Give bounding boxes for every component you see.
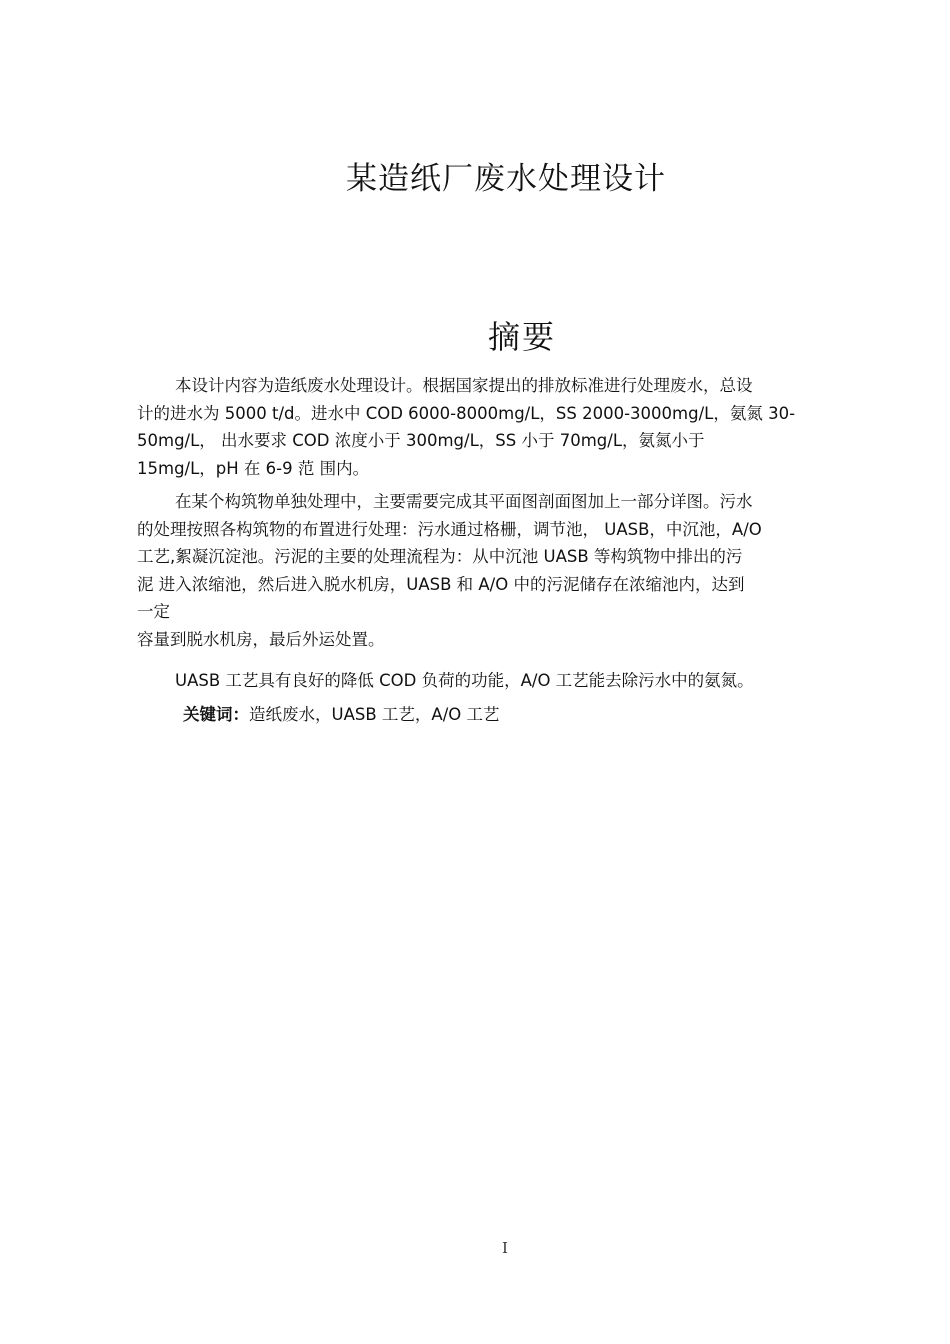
abstract-paragraph-2-line-6: 容量到脱水机房，最后外运处置。 [137, 629, 385, 649]
abstract-paragraph-1-line-4: 15mg/L，pH 在 6-9 范 围内。 [137, 458, 370, 478]
abstract-paragraph-2-line-5: 一定 [137, 602, 170, 621]
abstract-paragraph-1-line-1: 本设计内容为造纸废水处理设计。根据国家提出的排放标准进行处理废水，总设 [175, 376, 753, 395]
keywords-value: 造纸废水，UASB 工艺，A/O 工艺 [249, 704, 500, 724]
abstract-paragraph-2-line-1: 在某个构筑物单独处理中，主要需要完成其平面图剖面图加上一部分详图。污水 [175, 492, 753, 511]
page-number: I [502, 1239, 508, 1257]
abstract-paragraph-2-line-4: 泥 进入浓缩池，然后进入脱水机房，UASB 和 A/O 中的污泥储存在浓缩池内，达到 [137, 574, 745, 594]
abstract-paragraph-1-line-3: 50mg/L， 出水要求 COD 浓度小于 300mg/L，SS 小于 70mg/L，氨氮小于 [137, 431, 705, 450]
abstract-paragraph-2 [137, 488, 841, 653]
abstract-heading: 摘要 [488, 318, 557, 356]
abstract-paragraph-2-line-2: 的处理按照各构筑物的布置进行处理：污水通过格栅，调节池， UASB，中沉池，A/O [137, 519, 762, 539]
keywords-label: 关键词： [183, 704, 249, 724]
document-title: 某造纸厂废水处理设计 [346, 161, 666, 197]
abstract-paragraph-1 [137, 372, 841, 482]
abstract-paragraph-2-line-3: 工艺,絮凝沉淀池。污泥的主要的处理流程为：从中沉池 UASB 等构筑物中排出的污 [137, 547, 743, 566]
keywords-line [137, 701, 841, 729]
abstract-paragraph-1-line-2: 计的进水为 5000 t/d。进水中 COD 6000-8000mg/L，SS 2000-3000mg/L，氨氮 30- [137, 403, 796, 423]
abstract-body [137, 372, 841, 728]
abstract-paragraph-3: UASB 工艺具有良好的降低 COD 负荷的功能，A/O 工艺能去除污水中的氨氮。 [175, 671, 754, 690]
